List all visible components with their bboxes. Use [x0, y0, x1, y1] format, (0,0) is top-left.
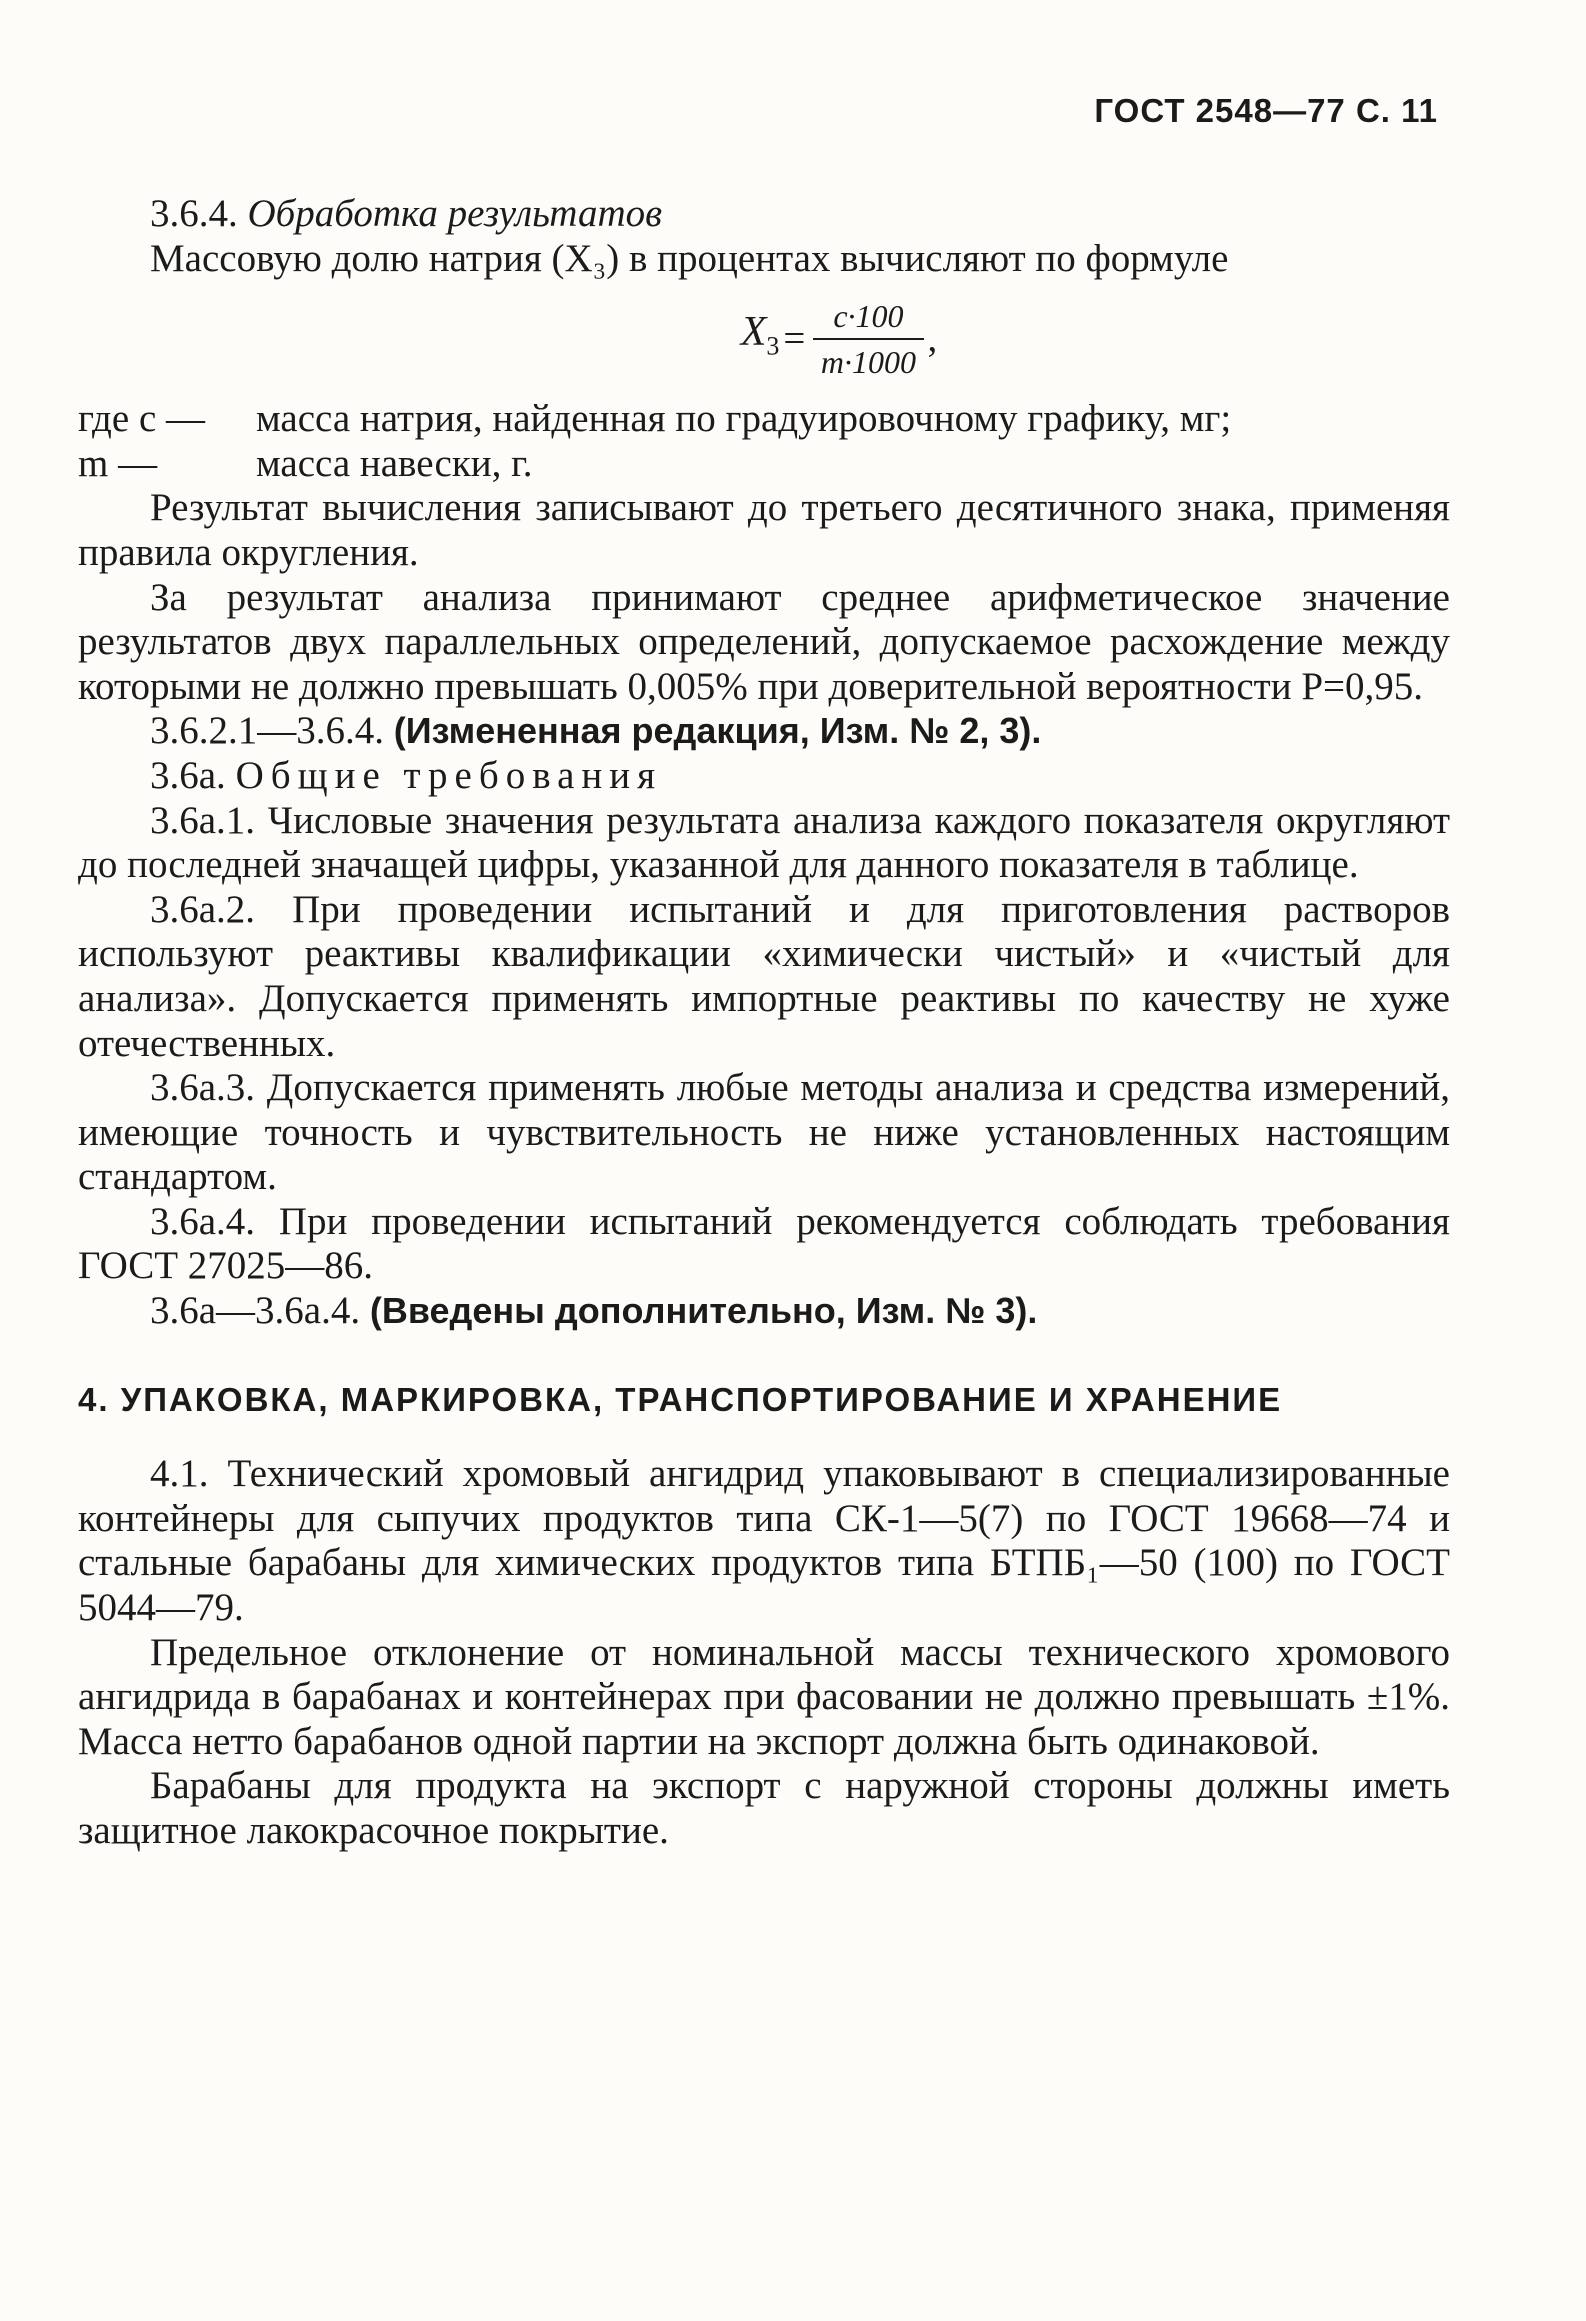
page-body: [78, 192, 1450, 1854]
paragraph-analysis: За результат анализа принимают среднее арифметическое значение результатов двух параллельных определений, допускаемое расхождение между которыми не должно превышать 0,005% при доверительной вероятности P=0,95.: [78, 575, 1450, 708]
formula-denominator: m·1000: [820, 344, 916, 381]
revision-text: (Введены дополнительно, Изм. № 3).: [369, 1290, 1038, 1332]
section-number: 3.6а.: [150, 753, 226, 797]
paragraph-4-1: 4.1. Технический хромовый ангидрид упаковывают в специализированные контейнеры для сыпучих продуктов типа СК-1—5(7) по ГОСТ 19668—74 и стальные барабаны для химических продуктов типа БТПБ₁—50 (100) по ГОСТ 5044—79.: [78, 1452, 1450, 1630]
formula-numerator: c·100: [813, 298, 923, 340]
section-number: 3.6.4.: [150, 192, 238, 235]
formula-lhs: $X_3$: [740, 308, 780, 361]
paragraph-coating: Барабаны для продукта на экспорт с наружной стороны должны иметь защитное лакокрасочное покрытие.: [78, 1764, 1450, 1852]
formula-tail: ,: [927, 316, 938, 360]
formula-definitions: [78, 397, 1450, 486]
revision-text: (Измененная редакция, Изм. № 2, 3).: [393, 710, 1042, 752]
definition-label: m —: [78, 441, 158, 485]
revision-ref: 3.6.2.1—3.6.4.: [150, 709, 384, 753]
section-title: Обработка результатов: [247, 192, 663, 235]
section-heading-3-6-4: [78, 192, 1450, 237]
revision-ref: 3.6а—3.6а.4.: [150, 1289, 361, 1333]
revision-note: [78, 1289, 1450, 1334]
section-heading-3-6a: [78, 754, 1450, 799]
formula-intro: Массовую долю натрия (X₃) в процентах вычисляют по формуле: [150, 236, 1229, 280]
formula-eq: =: [783, 316, 806, 360]
revision-note: [78, 709, 1450, 754]
section-title: Общие требования: [235, 753, 663, 797]
section-heading-4: 4. УПАКОВКА, МАРКИРОВКА, ТРАНСПОРТИРОВАНИЕ И ХРАНЕНИЕ: [78, 1380, 1283, 1418]
formula: [78, 281, 1450, 397]
paragraph-3-6a-3: 3.6а.3. Допускается применять любые методы анализа и средства измерений, имеющие точность и чувствительность не ниже установленных настоящим стандартом.: [78, 1066, 1450, 1199]
paragraph-deviation: Предельное отклонение от номинальной массы технического хромового ангидрида в барабанах и контейнерах при фасовании не должно превышать ±1%. Масса нетто барабанов одной партии на экспорт должна быть одинаковой.: [78, 1630, 1450, 1763]
definition-text: масса навески, г.: [256, 441, 533, 485]
formula-fraction: [813, 298, 923, 380]
paragraph-3-6a-4: 3.6а.4. При проведении испытаний рекомендуется соблюдать требования ГОСТ 27025—86.: [78, 1199, 1450, 1288]
definition-text: масса натрия, найденная по градуировочному графику, мг;: [256, 397, 1232, 441]
paragraph-result: Результат вычисления записывают до третьего десятичного знака, применяя правила округления.: [78, 486, 1450, 574]
definition-c: [78, 397, 1450, 442]
paragraph-3-6a-1: 3.6а.1. Числовые значения результата анализа каждого показателя округляют до последней значащей цифры, указанной для данного показателя в таблице.: [78, 798, 1450, 887]
definition-label: где c —: [78, 397, 206, 441]
definition-m: [78, 442, 1450, 487]
paragraph-3-6a-2: 3.6а.2. При проведении испытаний и для приготовления растворов используют реактивы квалификации «химически чистый» и «чистый для анализа». Допускается применять импортные реактивы по качеству не хуже отечественных.: [78, 887, 1450, 1065]
page-header: ГОСТ 2548—77 С. 11: [1094, 92, 1438, 129]
